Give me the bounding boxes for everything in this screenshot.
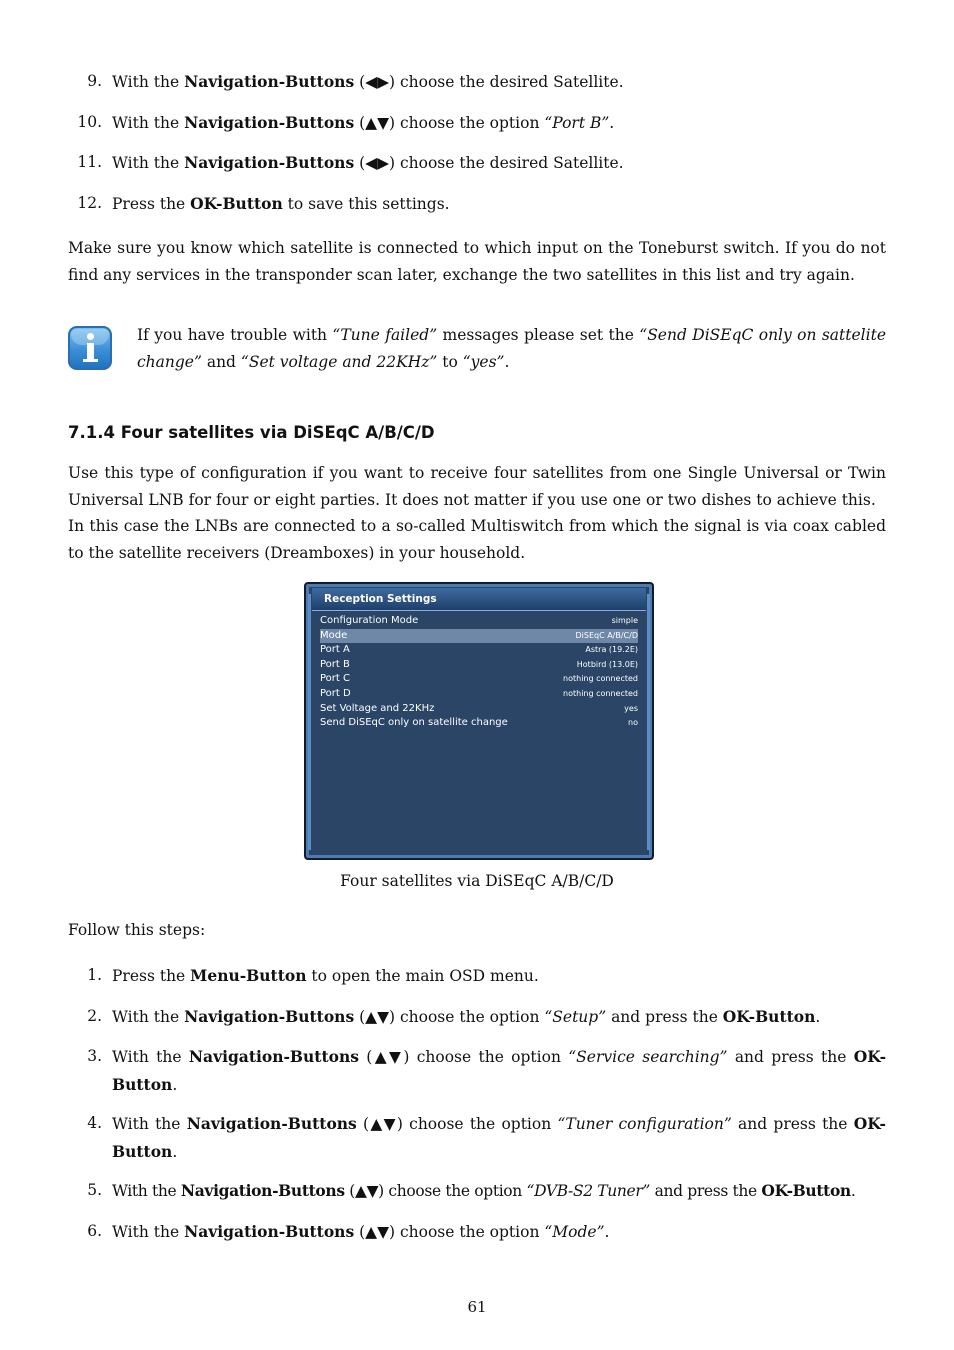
button-name: Navigation-Buttons [180,1181,345,1200]
quoted-message: “Tune failed” [332,326,438,344]
list-text [112,1177,886,1205]
button-name: Menu-Button [190,966,307,985]
row-label: Port D [320,687,351,699]
text-segment: Press the [112,195,191,213]
text-segment: and press the [727,1048,854,1066]
text-segment: to save this settings. [282,195,450,213]
row-label: Set Voltage and 22KHz [320,702,435,714]
page-number: 61 [467,1298,487,1316]
text-segment: . [850,1182,856,1200]
list-number: 12. [77,194,102,212]
button-name: Navigation-Buttons [184,72,355,91]
row-label: Port B [320,658,350,670]
paragraph: Make sure you know which satellite is connected to which input on the Toneburst switch. If you do not find any services in the transponder scan later, exchange the two satellites in this list and try again. [68,239,886,284]
frame-edge [647,594,650,850]
list-number: 10. [77,113,102,131]
text-segment: (▲▼) choose the option [354,1223,545,1241]
list-text [112,1003,886,1031]
settings-row [320,658,638,673]
text-segment: to [437,352,463,371]
row-value: no [628,718,638,728]
text-segment: With the [112,1008,185,1026]
option-name: “Tuner configuration” [557,1115,732,1133]
button-name: Navigation-Buttons [184,113,355,132]
button-name: Navigation-Buttons [184,1222,355,1241]
text-segment: to open the main OSD menu. [306,967,539,985]
row-value: simple [611,616,638,625]
list-text [112,1218,886,1246]
row-label: Configuration Mode [320,615,419,626]
row-value: DiSEqC A/B/C/D [575,630,638,640]
text-segment: (▲▼) choose the option [344,1182,527,1200]
list-number: 2. [87,1007,102,1025]
row-label: Port C [320,673,350,685]
row-value: nothing connected [563,688,638,698]
list-number: 3. [87,1047,102,1065]
text-segment: (▲▼) choose the option [358,1048,569,1066]
text-segment: If you have trouble with [137,326,333,344]
list-number: 9. [87,72,102,90]
text-segment: With the [112,1223,185,1241]
list-number: 11. [77,153,102,171]
list-number: 5. [87,1181,102,1199]
list-number: 1. [87,966,102,984]
list-text [112,149,886,177]
button-name: Navigation-Buttons [188,1047,359,1066]
list-text [112,962,886,990]
settings-row [320,614,638,629]
text-segment: . [815,1008,821,1026]
row-value: Hotbird (13.0E) [576,659,638,669]
text-segment: (▲▼) choose the option [354,114,545,132]
button-name: OK-Button [112,1047,886,1094]
text-segment: . [172,1143,178,1161]
settings-row [320,672,638,687]
option-name: “Mode” [544,1223,605,1241]
text-segment: (▲▼) choose the option [356,1115,558,1133]
row-value: Astra (19.2E) [585,645,638,655]
option-name: “Send DiSEqC only on sattelite change” [137,326,886,371]
row-value: nothing connected [563,674,638,684]
text-segment: . [504,352,510,371]
button-name: OK-Button [190,194,283,213]
text-segment: messages please set the [437,326,640,344]
button-name: OK-Button [761,1181,851,1200]
settings-row [320,702,638,717]
option-name: “Service searching” [568,1048,728,1066]
settings-row [320,643,638,658]
text-segment: and press the [650,1182,762,1200]
row-value: yes [624,703,638,713]
settings-row [320,687,638,702]
paragraph: In this case the LNBs are connected to a so-called Multiswitch from which the signal is via coax cabled to the satellite receivers (Dreamboxes) in your household. [68,517,886,562]
text-segment: With the [112,1115,187,1133]
list-text [112,1043,886,1099]
text-segment: With the [112,114,185,132]
text-segment: Press the [112,967,191,985]
option-name: “Setup” [544,1008,607,1026]
settings-row-selected [320,629,638,644]
text-segment: and press the [606,1008,723,1026]
list-number: 6. [87,1222,102,1240]
info-icon [68,326,112,370]
text-segment: (▲▼) choose the option [354,1008,545,1026]
paragraph: Use this type of configuration if you want to receive four satellites from one Single Universal or Twin Universal LNB for four or eight parties. It does not matter if you use one or two dishes to achieve this. [68,464,886,509]
paragraph: Follow this steps: [68,921,206,939]
settings-list [320,614,638,731]
option-name: “DVB-S2 Tuner” [526,1182,651,1200]
text-segment: (◀▶) choose the desired Satellite. [354,154,624,172]
text-segment: With the [112,1182,181,1200]
text-segment: (◀▶) choose the desired Satellite. [354,73,624,91]
settings-row [320,716,638,731]
screen-title: Reception Settings [312,588,646,611]
frame-edge [308,594,311,850]
button-name: Navigation-Buttons [184,1007,355,1026]
text-segment: . [604,1223,610,1241]
info-note [137,322,886,375]
option-name: “Port B” [544,114,610,132]
text-segment: . [609,114,615,132]
button-name: Navigation-Buttons [184,153,355,172]
text-segment: With the [112,154,185,172]
option-name: “Set voltage and 22KHz” [240,352,438,371]
button-name: OK-Button [112,1114,886,1161]
list-text [112,109,886,137]
button-name: OK-Button [722,1007,816,1026]
text-segment: and [201,352,241,371]
row-label: Send DiSEqC only on satellite change [320,717,508,729]
row-label: Port A [320,644,350,656]
text-segment: With the [112,73,185,91]
list-text [112,1110,886,1166]
button-name: Navigation-Buttons [186,1114,357,1133]
text-segment: and press the [731,1115,854,1133]
list-text [112,190,886,218]
option-value: “yes” [462,352,505,371]
list-number: 4. [87,1114,102,1132]
figure-caption: Four satellites via DiSEqC A/B/C/D [340,872,614,890]
list-text [112,68,886,96]
reception-settings-screenshot [304,582,654,860]
text-segment: . [172,1076,178,1094]
row-label: Mode [320,629,348,641]
section-heading: 7.1.4 Four satellites via DiSEqC A/B/C/D [68,423,435,442]
text-segment: With the [112,1048,189,1066]
